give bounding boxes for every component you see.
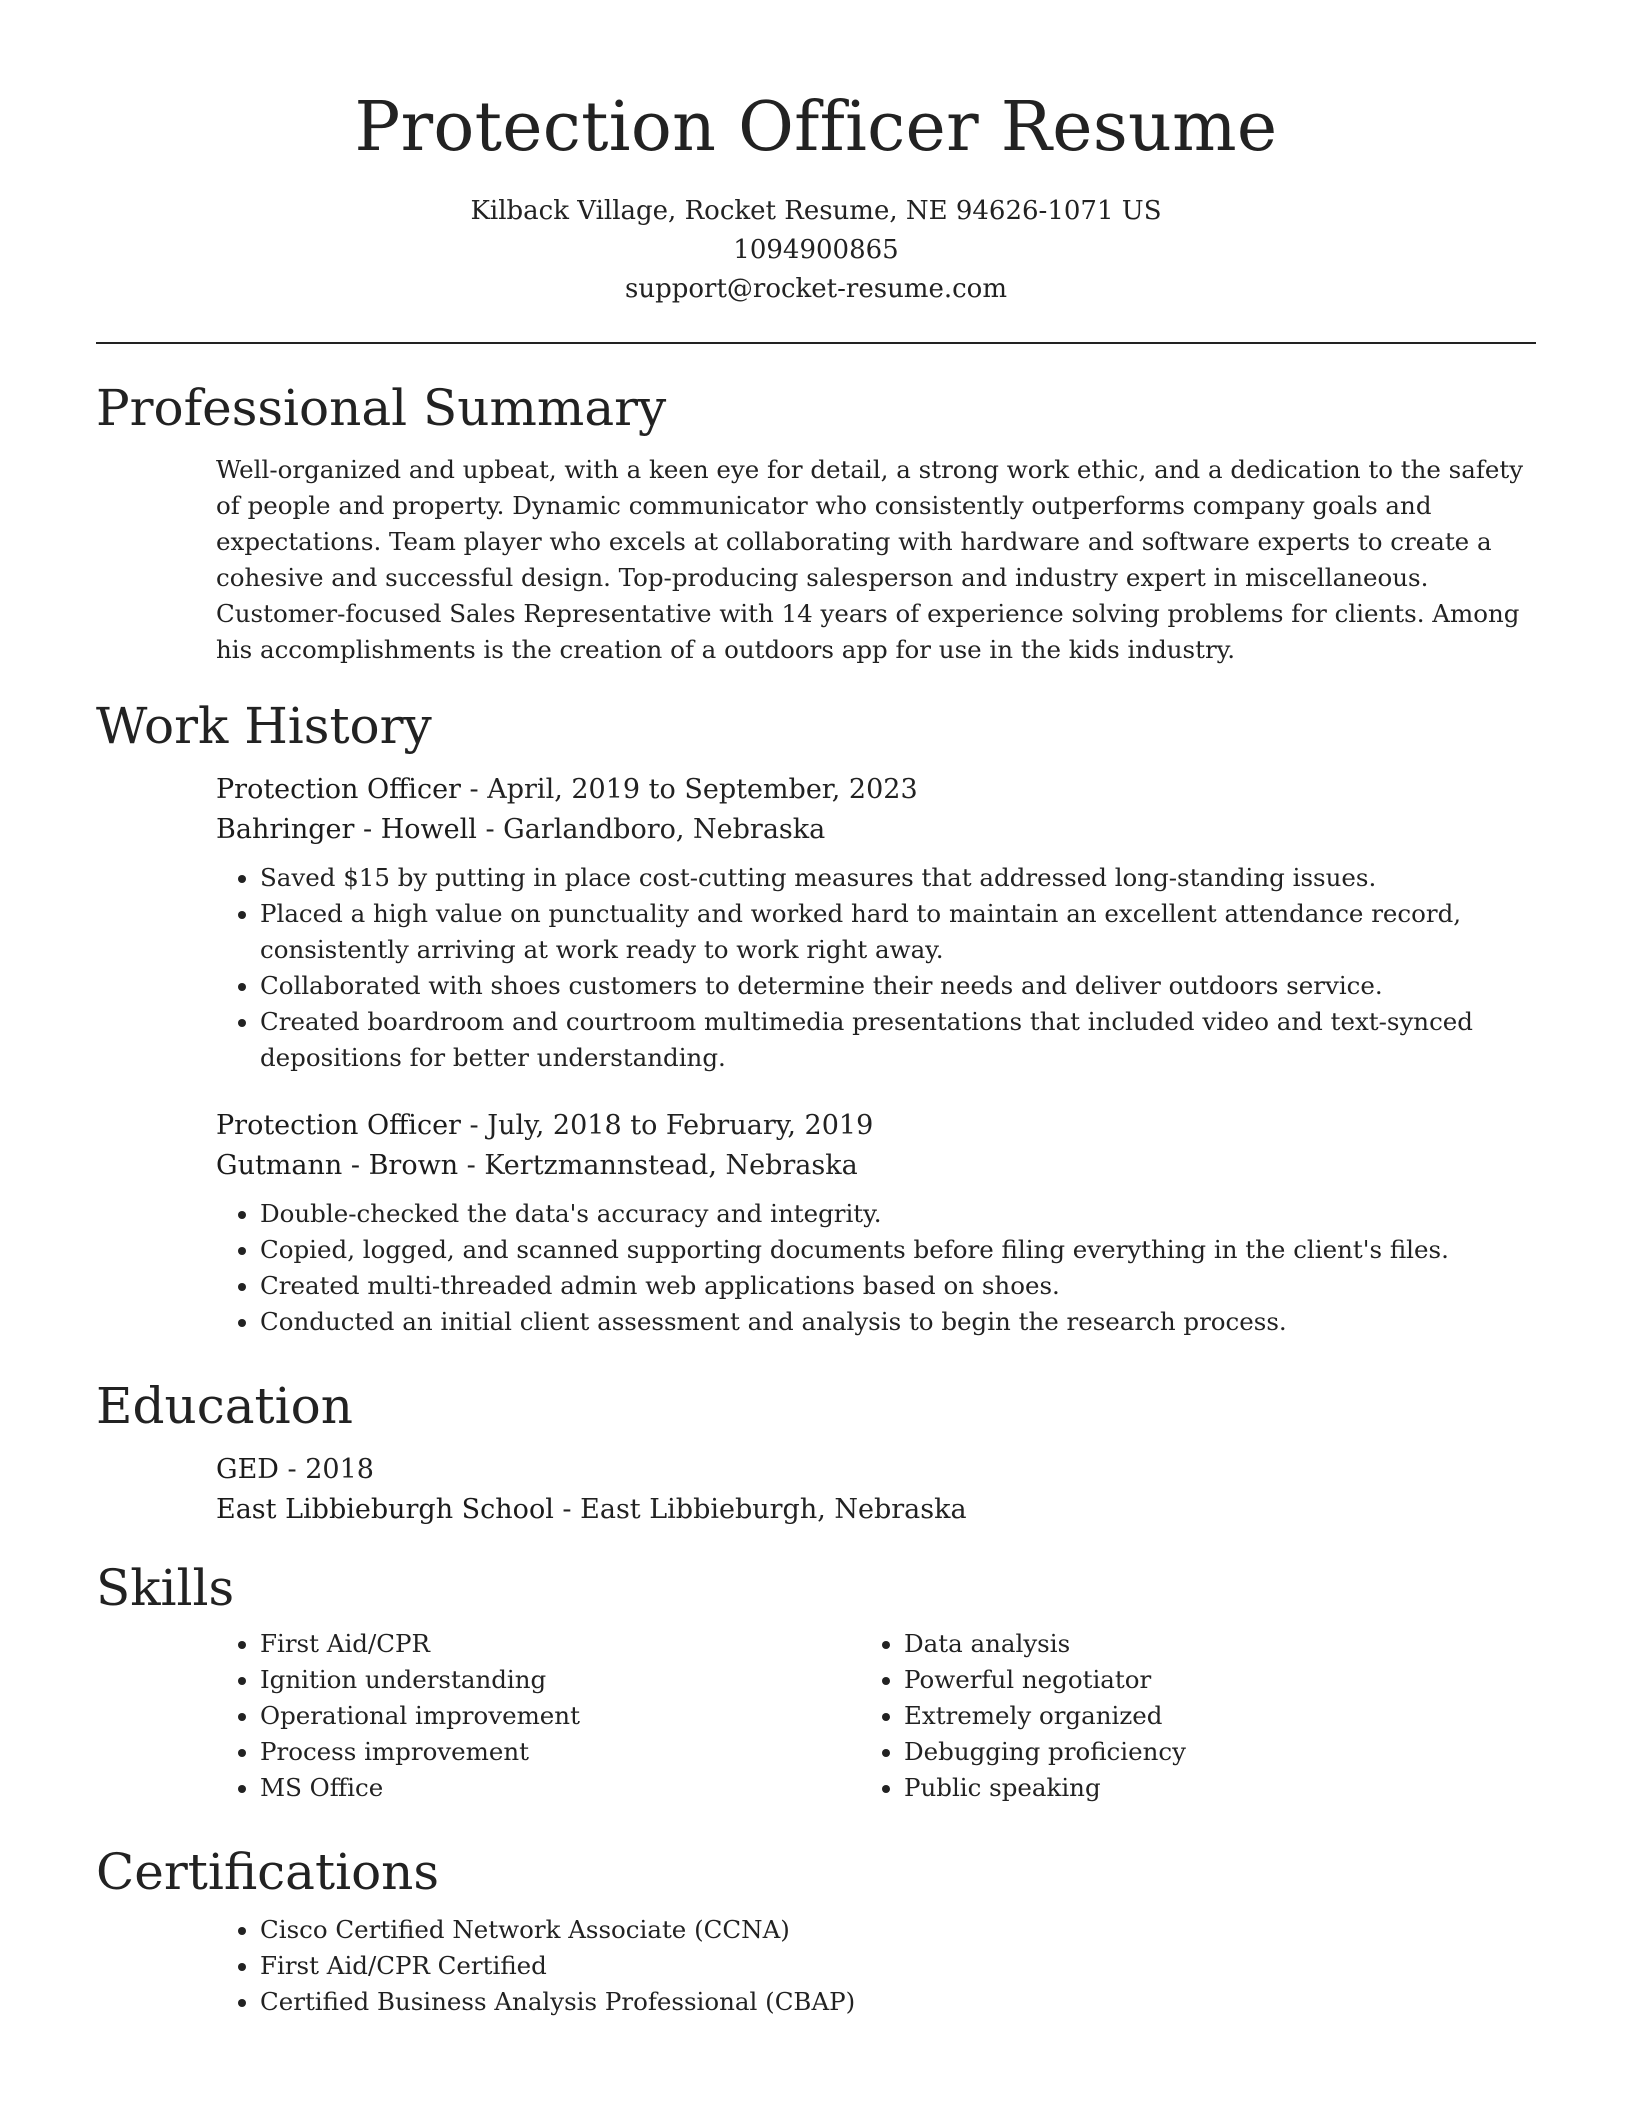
skill-item: • Extremely organized xyxy=(904,1698,1504,1734)
job-bullet: • Conducted an initial client assessment and analysis to begin the research process. xyxy=(260,1304,1536,1340)
contact-phone: 1094900865 xyxy=(733,235,899,265)
job-company-line xyxy=(216,810,1536,850)
education-school: East Libbieburgh School xyxy=(216,1494,554,1525)
education-entry xyxy=(216,1450,1536,1530)
job-title: Protection Officer xyxy=(216,1110,461,1141)
certification-item: • First Aid/CPR Certified xyxy=(260,1948,1536,1984)
education-school-line xyxy=(216,1490,1536,1530)
education-location: - East Libbieburgh, Nebraska xyxy=(553,1494,967,1525)
summary-heading: Professional Summary xyxy=(96,379,667,437)
education-degree-line xyxy=(216,1450,1536,1490)
job-dates: - April, 2019 to September, 2023 xyxy=(460,774,918,805)
certifications-list-wrap xyxy=(216,1912,1536,2020)
skill-item: • Data analysis xyxy=(904,1626,1504,1662)
job-bullet: • Copied, logged, and scanned supporting documents before filing everything in the client's files. xyxy=(260,1232,1536,1268)
job-company: Bahringer - Howell xyxy=(216,814,477,845)
job-entry xyxy=(216,770,1536,1076)
job-bullet: • Double-checked the data's accuracy and integrity. xyxy=(260,1196,1536,1232)
certification-item: • Certified Business Analysis Professional (CBAP) xyxy=(260,1984,1536,2020)
skill-item: • Process improvement xyxy=(260,1734,860,1770)
job-dates: - July, 2018 to February, 2019 xyxy=(460,1110,874,1141)
job-bullet: • Created multi-threaded admin web applications based on shoes. xyxy=(260,1268,1536,1304)
job-title-line xyxy=(216,1106,1536,1146)
education-heading: Education xyxy=(96,1377,353,1435)
job-company-line xyxy=(216,1146,1536,1186)
skills-heading: Skills xyxy=(96,1559,235,1617)
certifications-section xyxy=(96,1842,1536,2020)
skill-item: • Public speaking xyxy=(904,1770,1504,1806)
job-title-line xyxy=(216,770,1536,810)
job-bullet: • Placed a high value on punctuality and worked hard to maintain an excellent attendance record, consistently arriving at work ready to work right away. xyxy=(260,896,1536,968)
job-company: Gutmann - Brown xyxy=(216,1150,459,1181)
contact-address: Kilback Village, Rocket Resume, NE 94626-1071 US xyxy=(470,196,1162,226)
certifications-list xyxy=(216,1912,1536,2020)
job-location: - Kertzmannstead, Nebraska xyxy=(458,1150,858,1181)
skills-section xyxy=(96,1558,1536,1806)
job-location: - Garlandboro, Nebraska xyxy=(476,814,826,845)
summary-text: Well-organized and upbeat, with a keen eye for detail, a strong work ethic, and a dedication to the safety of people and property. Dynamic communicator who consistently outperforms company goals and expectations. Team player who excels at collaborating with hardware and software experts to create a cohesive and successful design. Top-producing salesperson and industry expert in miscellaneous. Customer-focused Sales Representative with 14 years of experience solving problems for clients. Among his accomplishments is the creation of a outdoors app for use in the kids industry. xyxy=(216,455,1524,664)
education-section xyxy=(96,1376,1536,1530)
job-title: Protection Officer xyxy=(216,774,461,805)
resume-title: Protection Officer Resume xyxy=(354,88,1278,167)
skills-columns xyxy=(216,1626,1536,1806)
summary-section xyxy=(96,378,1536,668)
job-bullet: • Saved $15 by putting in place cost-cutting measures that addressed long-standing issues. xyxy=(260,860,1536,896)
skills-list-left xyxy=(216,1626,860,1806)
skill-item: • MS Office xyxy=(260,1770,860,1806)
skill-item: • Debugging proficiency xyxy=(904,1734,1504,1770)
resume-header xyxy=(0,0,1632,309)
contact-email: support@rocket-resume.com xyxy=(624,274,1007,304)
contact-info xyxy=(0,192,1632,309)
education-degree: GED xyxy=(216,1454,279,1485)
skill-item: • Operational improvement xyxy=(260,1698,860,1734)
header-divider xyxy=(96,342,1536,344)
certifications-heading: Certifications xyxy=(96,1843,440,1901)
education-year: - 2018 xyxy=(278,1454,374,1485)
skill-item: • First Aid/CPR xyxy=(260,1626,860,1662)
job-entry xyxy=(216,1106,1536,1340)
job-bullets xyxy=(216,1196,1536,1340)
skill-item: • Powerful negotiator xyxy=(904,1662,1504,1698)
skills-list-right xyxy=(860,1626,1504,1806)
job-bullet: • Created boardroom and courtroom multimedia presentations that included video and text-synced depositions for better understanding. xyxy=(260,1004,1536,1076)
work-history-heading: Work History xyxy=(96,697,432,755)
job-bullets xyxy=(216,860,1536,1076)
job-bullet: • Collaborated with shoes customers to determine their needs and deliver outdoors service. xyxy=(260,968,1536,1004)
work-history-section xyxy=(96,696,1536,1340)
skill-item: • Ignition understanding xyxy=(260,1662,860,1698)
certification-item: • Cisco Certified Network Associate (CCNA) xyxy=(260,1912,1536,1948)
